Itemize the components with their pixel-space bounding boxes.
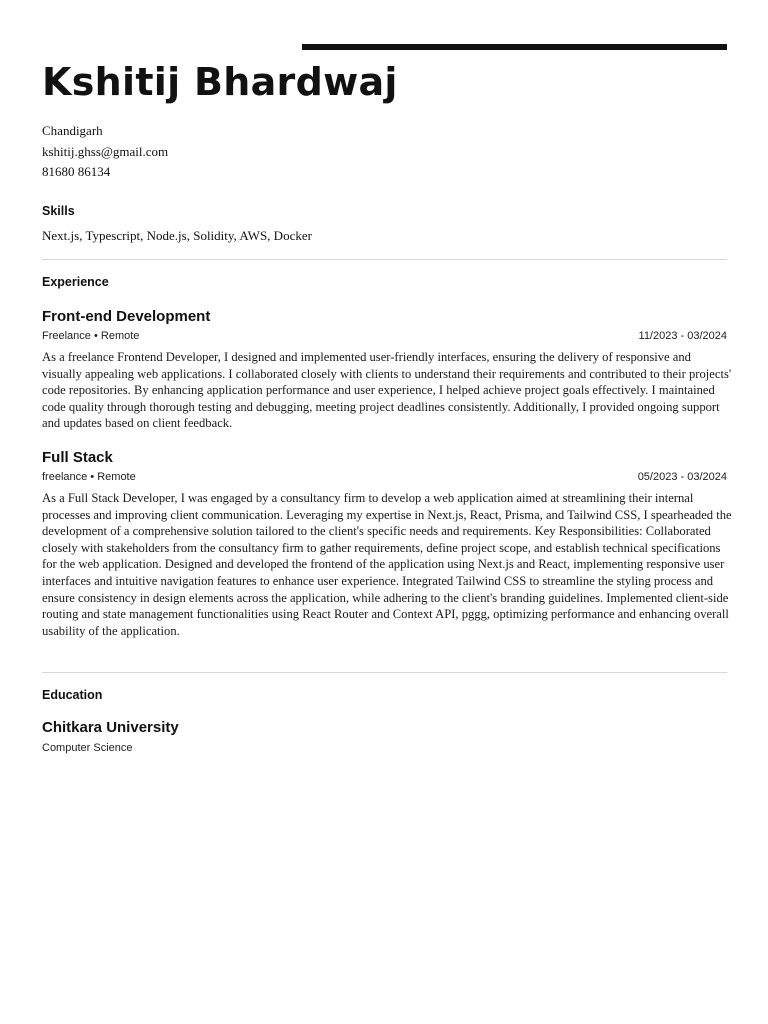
divider <box>42 259 727 260</box>
header-accent-bar <box>302 44 727 50</box>
email-text: kshitij.ghss@gmail.com <box>42 143 169 159</box>
job-description: As a freelance Frontend Developer, I designed and implemented user-friendly interfaces, ensuring the delivery of responsive and visually appealing web applications. I collaborated closely with clients to understand their requirements and contributed to their projects' code repositories. By enhancing application performance and user experience, I helped achieve project goals effectively. I maintained code quality through thorough testing and debugging, meeting project deadlines consistently. Additionally, I provided ongoing support and updates based on client feedback. <box>42 350 732 431</box>
divider <box>42 672 727 673</box>
job-title: Full Stack <box>42 449 113 466</box>
education-heading: Education <box>42 688 103 702</box>
skills-list: Next.js, Typescript, Node.js, Solidity, AWS, Docker <box>42 228 312 243</box>
location-text: Chandigarh <box>42 123 103 138</box>
job-description: As a Full Stack Developer, I was engaged by a consultancy firm to develop a web application aimed at streamlining their internal processes and improving client communication. Leveraging my expertise in Next.js, React, Prisma, and Tailwind CSS, I spearheaded the development of a comprehensive solution tailored to the client's specific needs and requirements. Key Responsibilities: Collaborated closely with stakeholders from the consultancy firm to gather requirements, define project scope, and establish technical specifications for the web application. Designed and developed the frontend of the application using Next.js and React, implementing responsive user interfaces and intuitive navigation features to enhance user experience. Integrated Tailwind CSS to streamline the styling process and ensure consistency in design elements across the application, while adhering to the client's branding guidelines. Implemented client-side routing and state management functionalities using React Router and Context API, pggg, optimizing performance and enhancing overall usability of the application. <box>42 491 732 638</box>
skills-heading: Skills <box>42 204 75 218</box>
job-type-location: Freelance • Remote <box>42 330 140 342</box>
phone-text: 81680 86134 <box>42 164 111 179</box>
job-dates: 11/2023 - 03/2024 <box>638 330 727 342</box>
contact-info <box>42 121 168 183</box>
job-meta-row <box>42 471 727 483</box>
experience-heading: Experience <box>42 275 109 289</box>
job-type-location: freelance • Remote <box>42 471 136 483</box>
candidate-name: Kshitij Bhardwaj <box>42 60 398 104</box>
job-title: Front-end Development <box>42 308 211 325</box>
school-name: Chitkara University <box>42 719 179 736</box>
job-dates: 05/2023 - 03/2024 <box>637 471 727 483</box>
job-meta-row <box>42 330 727 342</box>
field-of-study: Computer Science <box>42 742 133 754</box>
